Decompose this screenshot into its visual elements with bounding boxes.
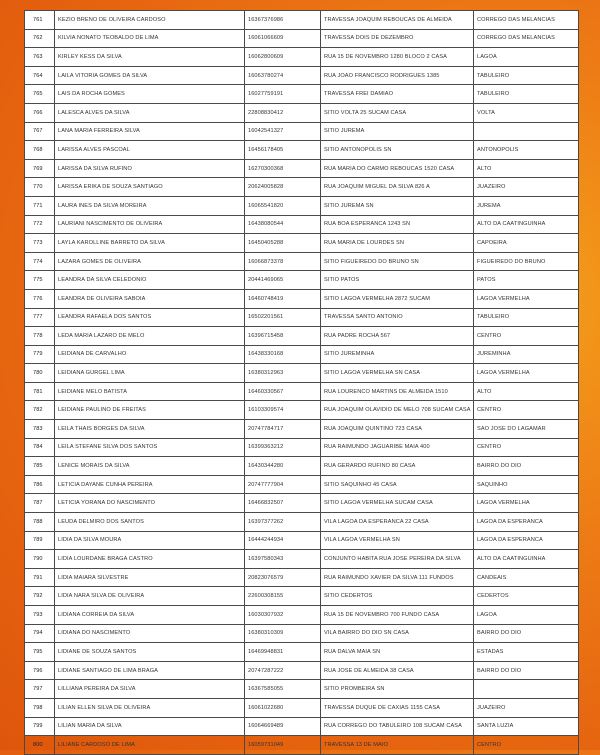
table-row xyxy=(25,661,579,680)
neighborhood-cell: BAIRRO DO DIO xyxy=(474,457,579,476)
document-number-cell: 16064669489 xyxy=(245,717,321,736)
row-number-cell: 763 xyxy=(25,48,55,67)
person-name-cell: LETICIA DAYANE CUNHA PEREIRA xyxy=(55,475,245,494)
document-number-cell: 16430344280 xyxy=(245,457,321,476)
table-row xyxy=(25,420,579,439)
document-number-cell: 16061066609 xyxy=(245,29,321,48)
document-number-cell: 20747784717 xyxy=(245,420,321,439)
row-number-cell: 762 xyxy=(25,29,55,48)
table-row xyxy=(25,680,579,699)
row-number-cell: 776 xyxy=(25,289,55,308)
table-row xyxy=(25,327,579,346)
address-cell: RUA MARIA DO CARMO REBOUCAS 1520 CASA xyxy=(321,159,474,178)
neighborhood-cell: TABULEIRO xyxy=(474,308,579,327)
table-row xyxy=(25,364,579,383)
document-number-cell: 16399363212 xyxy=(245,438,321,457)
document-number-cell: 20823076579 xyxy=(245,568,321,587)
neighborhood-cell xyxy=(474,122,579,141)
table-row xyxy=(25,457,579,476)
address-cell: RUA LOURENCO MARTINS DE ALMEIDA 1510 xyxy=(321,382,474,401)
document-number-cell: 16466832507 xyxy=(245,494,321,513)
row-number-cell: 781 xyxy=(25,382,55,401)
neighborhood-cell: JUREMA xyxy=(474,196,579,215)
table-row xyxy=(25,698,579,717)
table-row xyxy=(25,494,579,513)
document-number-cell: 16450405288 xyxy=(245,234,321,253)
neighborhood-cell: CENTRO xyxy=(474,401,579,420)
person-name-cell: LIDIA DA SILVA MOURA xyxy=(55,531,245,550)
address-cell: RUA BOA ESPERANCA 1243 SN xyxy=(321,215,474,234)
table-row xyxy=(25,550,579,569)
neighborhood-cell: CEDERTOS xyxy=(474,587,579,606)
person-name-cell: LEILA THAIS BORGES DA SILVA xyxy=(55,420,245,439)
address-cell: SITIO JUREMINHA xyxy=(321,345,474,364)
row-number-cell: 782 xyxy=(25,401,55,420)
document-sheet xyxy=(24,10,578,748)
person-name-cell: LARISSA ERIKA DE SOUZA SANTIAGO xyxy=(55,178,245,197)
address-cell: SITIO JUREMA SN xyxy=(321,196,474,215)
document-number-cell: 16502201561 xyxy=(245,308,321,327)
person-name-cell: LIDIANE SANTIAGO DE LIMA BRAGA xyxy=(55,661,245,680)
row-number-cell: 800 xyxy=(25,736,55,755)
neighborhood-cell: CORREGO DAS MELANCIAS xyxy=(474,29,579,48)
table-row xyxy=(25,29,579,48)
table-row xyxy=(25,587,579,606)
address-cell: SITIO VOLTA 25 SUCAM CASA xyxy=(321,103,474,122)
person-name-cell: LAZARA GOMES DE OLIVEIRA xyxy=(55,252,245,271)
neighborhood-cell: SANTA LUZIA xyxy=(474,717,579,736)
person-name-cell: KILVIA NONATO TEOBALDO DE LIMA xyxy=(55,29,245,48)
neighborhood-cell: SAO JOSE DO LAGAMAR xyxy=(474,420,579,439)
neighborhood-cell: ALTO DA CAATINGUINHA xyxy=(474,550,579,569)
table-row xyxy=(25,289,579,308)
address-cell: VILA LAGOA VERMELHA SN xyxy=(321,531,474,550)
table-row xyxy=(25,48,579,67)
row-number-cell: 789 xyxy=(25,531,55,550)
address-cell: SITIO PATOS xyxy=(321,271,474,290)
row-number-cell: 785 xyxy=(25,457,55,476)
address-cell: SITIO JUREMA xyxy=(321,122,474,141)
neighborhood-cell: LAGOA xyxy=(474,48,579,67)
person-name-cell: LAURIANI NASCIMENTO DE OLIVEIRA xyxy=(55,215,245,234)
document-number-cell: 16460748419 xyxy=(245,289,321,308)
table-row xyxy=(25,252,579,271)
row-number-cell: 792 xyxy=(25,587,55,606)
document-number-cell: 16456178405 xyxy=(245,141,321,160)
row-number-cell: 765 xyxy=(25,85,55,104)
row-number-cell: 796 xyxy=(25,661,55,680)
neighborhood-cell: CENTRO xyxy=(474,327,579,346)
row-number-cell: 766 xyxy=(25,103,55,122)
row-number-cell: 787 xyxy=(25,494,55,513)
table-row xyxy=(25,717,579,736)
document-number-cell: 16062800609 xyxy=(245,48,321,67)
person-name-cell: LAURA INES DA SILVA MOREIRA xyxy=(55,196,245,215)
person-name-cell: LILIANE CARDOSO DE LIMA xyxy=(55,736,245,755)
neighborhood-cell: CAPOEIRA xyxy=(474,234,579,253)
address-cell: SITIO PROMBEIRA SN xyxy=(321,680,474,699)
neighborhood-cell: CANDEAIS xyxy=(474,568,579,587)
document-number-cell: 20441469065 xyxy=(245,271,321,290)
table-row xyxy=(25,475,579,494)
row-number-cell: 764 xyxy=(25,66,55,85)
document-number-cell: 16380312963 xyxy=(245,364,321,383)
address-cell: RUA GERARDO RUFINO 80 CASA xyxy=(321,457,474,476)
document-number-cell: 20747777904 xyxy=(245,475,321,494)
table-row xyxy=(25,159,579,178)
address-cell: SITIO CEDERTOS xyxy=(321,587,474,606)
row-number-cell: 774 xyxy=(25,252,55,271)
document-number-cell: 20624005828 xyxy=(245,178,321,197)
records-table xyxy=(24,10,579,755)
document-number-cell: 16027759191 xyxy=(245,85,321,104)
address-cell: SITIO LAGOA VERMELHA SN CASA xyxy=(321,364,474,383)
table-row xyxy=(25,568,579,587)
person-name-cell: LILIAN MARIA DA SILVA xyxy=(55,717,245,736)
document-number-cell: 16030307932 xyxy=(245,606,321,625)
person-name-cell: LAYLA KAROLLINE BARRETO DA SILVA xyxy=(55,234,245,253)
table-row xyxy=(25,103,579,122)
neighborhood-cell: LAGOA VERMELHA xyxy=(474,289,579,308)
table-row xyxy=(25,624,579,643)
table-row xyxy=(25,196,579,215)
neighborhood-cell: CENTRO xyxy=(474,438,579,457)
neighborhood-cell: BAIRRO DO DIO xyxy=(474,624,579,643)
document-number-cell: 16469948831 xyxy=(245,643,321,662)
document-number-cell: 16063780274 xyxy=(245,66,321,85)
document-number-cell: 22600308155 xyxy=(245,587,321,606)
row-number-cell: 795 xyxy=(25,643,55,662)
neighborhood-cell: TABULEIRO xyxy=(474,66,579,85)
table-row xyxy=(25,178,579,197)
document-number-cell: 16438330168 xyxy=(245,345,321,364)
table-row xyxy=(25,122,579,141)
person-name-cell: LIDIA NARA SILVA DE OLIVEIRA xyxy=(55,587,245,606)
row-number-cell: 783 xyxy=(25,420,55,439)
document-number-cell: 16444244934 xyxy=(245,531,321,550)
neighborhood-cell: JUAZEIRO xyxy=(474,698,579,717)
neighborhood-cell: LAGOA DA ESPERANCA xyxy=(474,531,579,550)
address-cell: RUA JOSE DE ALMEIDA 38 CASA xyxy=(321,661,474,680)
table-row xyxy=(25,513,579,532)
row-number-cell: 772 xyxy=(25,215,55,234)
address-cell: SITIO SAQUINHO 45 CASA xyxy=(321,475,474,494)
person-name-cell: LILIAN ELLEN SILVA DE OLIVEIRA xyxy=(55,698,245,717)
row-number-cell: 799 xyxy=(25,717,55,736)
neighborhood-cell: FIGUEIREDO DO BRUNO xyxy=(474,252,579,271)
table-row xyxy=(25,234,579,253)
row-number-cell: 793 xyxy=(25,606,55,625)
table-row xyxy=(25,438,579,457)
document-number-cell: 16367585055 xyxy=(245,680,321,699)
document-number-cell: 16059731049 xyxy=(245,736,321,755)
document-number-cell: 16061022680 xyxy=(245,698,321,717)
person-name-cell: LEANDRA DE OLIVEIRA SABOIA xyxy=(55,289,245,308)
neighborhood-cell xyxy=(474,680,579,699)
neighborhood-cell: ANTONOPOLIS xyxy=(474,141,579,160)
address-cell: RUA PADRE ROCHA 567 xyxy=(321,327,474,346)
address-cell: TRAVESSA 13 DE MAIO xyxy=(321,736,474,755)
row-number-cell: 767 xyxy=(25,122,55,141)
row-number-cell: 775 xyxy=(25,271,55,290)
neighborhood-cell: ESTADAS xyxy=(474,643,579,662)
neighborhood-cell: JUREMINHA xyxy=(474,345,579,364)
neighborhood-cell: LAGOA xyxy=(474,606,579,625)
person-name-cell: LAILA VITORIA GOMES DA SILVA xyxy=(55,66,245,85)
person-name-cell: LEANDRA DA SILVA CELEDONIO xyxy=(55,271,245,290)
address-cell: TRAVESSA FREI DAMIAO xyxy=(321,85,474,104)
document-number-cell: 16438080544 xyxy=(245,215,321,234)
person-name-cell: LIDIA MAIARA SILVESTRE xyxy=(55,568,245,587)
neighborhood-cell: TABULEIRO xyxy=(474,85,579,104)
person-name-cell: LIDIA LOURDANE BRAGA CASTRO xyxy=(55,550,245,569)
address-cell: VILA BAIRRO DO DIO SN CASA xyxy=(321,624,474,643)
person-name-cell: LARISSA DA SILVA RUFINO xyxy=(55,159,245,178)
person-name-cell: LIDIANA CORREIA DA SILVA xyxy=(55,606,245,625)
person-name-cell: LARISSA ALVES PASCOAL xyxy=(55,141,245,160)
document-number-cell: 16380310309 xyxy=(245,624,321,643)
row-number-cell: 794 xyxy=(25,624,55,643)
document-number-cell: 16367376986 xyxy=(245,11,321,30)
person-name-cell: KEZIO BRENO DE OLIVEIRA CARDOSO xyxy=(55,11,245,30)
neighborhood-cell: PATOS xyxy=(474,271,579,290)
address-cell: VILA LAGOA DA ESPERANCA 22 CASA xyxy=(321,513,474,532)
address-cell: RUA JOAQUIM QUINTINO 723 CASA xyxy=(321,420,474,439)
records-table-body xyxy=(25,11,579,755)
row-number-cell: 777 xyxy=(25,308,55,327)
address-cell: SITIO LAGOA VERMELHA SUCAM CASA xyxy=(321,494,474,513)
person-name-cell: LAIS DA ROCHA GOMES xyxy=(55,85,245,104)
neighborhood-cell: JUAZEIRO xyxy=(474,178,579,197)
row-number-cell: 788 xyxy=(25,513,55,532)
neighborhood-cell: LAGOA DA ESPERANCA xyxy=(474,513,579,532)
address-cell: RUA 15 DE NOVEMBRO 1280 BLOCO 2 CASA xyxy=(321,48,474,67)
person-name-cell: LALESCA ALVES DA SILVA xyxy=(55,103,245,122)
neighborhood-cell: ALTO DA CAATINGUINHA xyxy=(474,215,579,234)
row-number-cell: 786 xyxy=(25,475,55,494)
table-row xyxy=(25,308,579,327)
table-row xyxy=(25,643,579,662)
address-cell: RUA 15 DE NOVEMBRO 700 FUNDO CASA xyxy=(321,606,474,625)
row-number-cell: 769 xyxy=(25,159,55,178)
person-name-cell: LEILA STEFANE SILVA DOS SANTOS xyxy=(55,438,245,457)
neighborhood-cell: LAGOA VERMELHA xyxy=(474,364,579,383)
address-cell: RUA DALVA MAIA SN xyxy=(321,643,474,662)
table-row xyxy=(25,215,579,234)
address-cell: CONJUNTO HABITA RUA JOSE PEREIRA DA SILVA xyxy=(321,550,474,569)
document-number-cell: 16042541327 xyxy=(245,122,321,141)
neighborhood-cell: LAGOA VERMELHA xyxy=(474,494,579,513)
row-number-cell: 778 xyxy=(25,327,55,346)
person-name-cell: LETICIA YORANA DO NASCIMENTO xyxy=(55,494,245,513)
row-number-cell: 768 xyxy=(25,141,55,160)
address-cell: RUA CORREGO DO TABULEIRO 108 SUCAM CASA xyxy=(321,717,474,736)
document-number-cell: 16103309574 xyxy=(245,401,321,420)
person-name-cell: KIRLEY KESS DA SILVA xyxy=(55,48,245,67)
row-number-cell: 761 xyxy=(25,11,55,30)
table-row xyxy=(25,66,579,85)
neighborhood-cell: BAIRRO DO DIO xyxy=(474,661,579,680)
table-row xyxy=(25,85,579,104)
address-cell: SITIO ANTONOPOLIS SN xyxy=(321,141,474,160)
address-cell: RUA RAIMUNDO JAGUARIBE MAIA 400 xyxy=(321,438,474,457)
document-number-cell: 16066873378 xyxy=(245,252,321,271)
address-cell: TRAVESSA DUQUE DE CAXIAS 1155 CASA xyxy=(321,698,474,717)
document-number-cell: 20747287222 xyxy=(245,661,321,680)
neighborhood-cell: ALTO xyxy=(474,382,579,401)
person-name-cell: LEIDIANE MELO BATISTA xyxy=(55,382,245,401)
table-row xyxy=(25,531,579,550)
neighborhood-cell: SAQUINHO xyxy=(474,475,579,494)
person-name-cell: LEDA MARIA LAZARO DE MELO xyxy=(55,327,245,346)
address-cell: RUA RAIMUNDO XAVIER DA SILVA 111 FUNDOS xyxy=(321,568,474,587)
address-cell: RUA MARIA DE LOURDES SN xyxy=(321,234,474,253)
person-name-cell: LEANDRA RAFAELA DOS SANTOS xyxy=(55,308,245,327)
document-number-cell: 16460330567 xyxy=(245,382,321,401)
row-number-cell: 784 xyxy=(25,438,55,457)
neighborhood-cell: ALTO xyxy=(474,159,579,178)
neighborhood-cell: CENTRO xyxy=(474,736,579,755)
address-cell: SITIO LAGOA VERMELHA 2872 SUCAM xyxy=(321,289,474,308)
row-number-cell: 779 xyxy=(25,345,55,364)
address-cell: RUA JOAO FRANCISCO RODRIGUES 1385 xyxy=(321,66,474,85)
table-row xyxy=(25,736,579,755)
table-row xyxy=(25,401,579,420)
person-name-cell: LANA MARIA FERREIRA SILVA xyxy=(55,122,245,141)
person-name-cell: LENICE MORAIS DA SILVA xyxy=(55,457,245,476)
document-number-cell: 16270300368 xyxy=(245,159,321,178)
row-number-cell: 797 xyxy=(25,680,55,699)
document-number-cell: 16396715458 xyxy=(245,327,321,346)
table-row xyxy=(25,141,579,160)
person-name-cell: LIDIANA DO NASCIMENTO xyxy=(55,624,245,643)
address-cell: TRAVESSA JOAQUIM REBOUCAS DE ALMEIDA xyxy=(321,11,474,30)
row-number-cell: 773 xyxy=(25,234,55,253)
person-name-cell: LILLIANA PEREIRA DA SILVA xyxy=(55,680,245,699)
person-name-cell: LEIDIANA DE CARVALHO xyxy=(55,345,245,364)
table-row xyxy=(25,271,579,290)
person-name-cell: LEIDIANA GURGEL LIMA xyxy=(55,364,245,383)
table-row xyxy=(25,11,579,30)
row-number-cell: 791 xyxy=(25,568,55,587)
row-number-cell: 798 xyxy=(25,698,55,717)
person-name-cell: LEIDIANE PAULINO DE FREITAS xyxy=(55,401,245,420)
address-cell: TRAVESSA DOIS DE DEZEMBRO xyxy=(321,29,474,48)
neighborhood-cell: VOLTA xyxy=(474,103,579,122)
person-name-cell: LEUDA DELMIRO DOS SANTOS xyxy=(55,513,245,532)
document-number-cell: 16397580343 xyxy=(245,550,321,569)
row-number-cell: 790 xyxy=(25,550,55,569)
address-cell: RUA JOAQUIM MIGUEL DA SILVA 826 A xyxy=(321,178,474,197)
table-row xyxy=(25,382,579,401)
document-number-cell: 16065541820 xyxy=(245,196,321,215)
address-cell: SITIO FIGUEIREDO DO BRUNO SN xyxy=(321,252,474,271)
table-row xyxy=(25,606,579,625)
table-row xyxy=(25,345,579,364)
address-cell: RUA JOAQUIM OLAVIDIO DE MELO 708 SUCAM CASA xyxy=(321,401,474,420)
document-number-cell: 16397377262 xyxy=(245,513,321,532)
person-name-cell: LIDIANE DE SOUZA SANTOS xyxy=(55,643,245,662)
document-number-cell: 22808830412 xyxy=(245,103,321,122)
address-cell: TRAVESSA SANTO ANTONIO xyxy=(321,308,474,327)
neighborhood-cell: CORREGO DAS MELANCIAS xyxy=(474,11,579,30)
row-number-cell: 771 xyxy=(25,196,55,215)
row-number-cell: 780 xyxy=(25,364,55,383)
row-number-cell: 770 xyxy=(25,178,55,197)
